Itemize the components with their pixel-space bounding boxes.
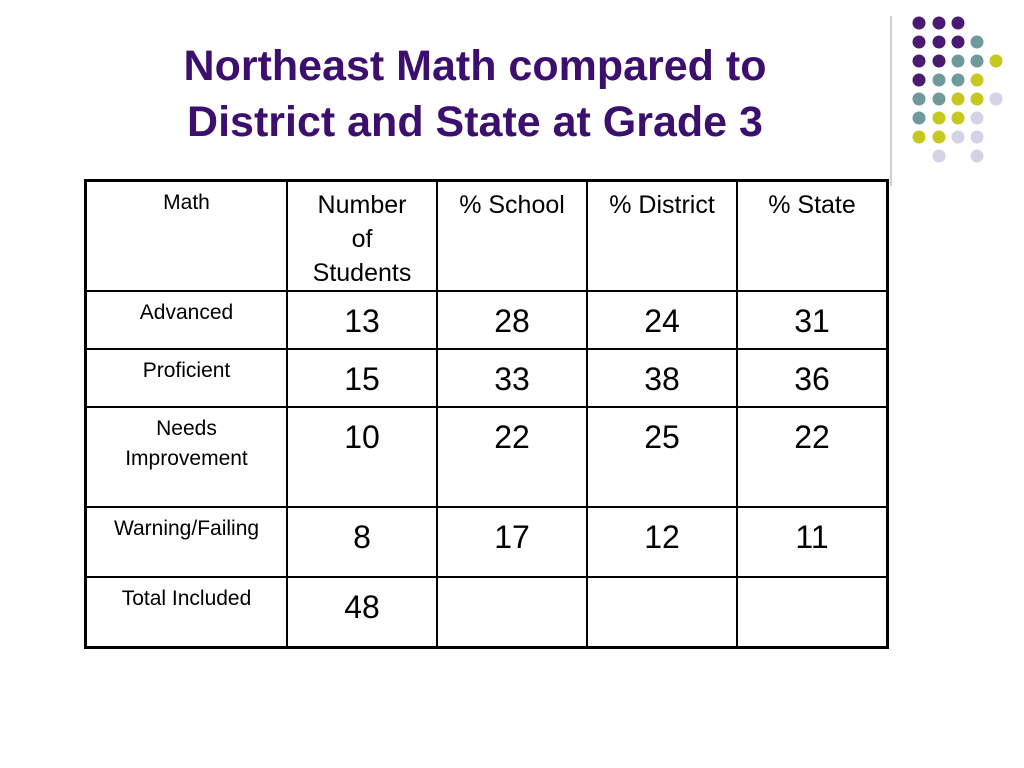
number-of-students-value: 15 xyxy=(287,349,437,407)
slide-title-line-1: Northeast Math compared to xyxy=(183,42,767,90)
percent-district-value: 12 xyxy=(587,507,737,577)
decorative-dot xyxy=(913,17,926,30)
decorative-dot xyxy=(971,74,984,87)
percent-state-value: 11 xyxy=(737,507,888,577)
decorative-dot xyxy=(913,93,926,106)
decorative-dot xyxy=(913,74,926,87)
table-row-needs-improvement xyxy=(86,407,888,507)
slide-title xyxy=(90,38,860,150)
decorative-dot xyxy=(933,36,946,49)
decorative-dot xyxy=(971,150,984,163)
percent-district-value: 38 xyxy=(587,349,737,407)
slide-title-line-2: District and State at Grade 3 xyxy=(187,98,763,146)
percent-state-value: 36 xyxy=(737,349,888,407)
decorative-dot xyxy=(913,36,926,49)
table-row-advanced xyxy=(86,291,888,349)
percent-district-value: 25 xyxy=(587,407,737,507)
header-percent-state: % State xyxy=(737,181,888,292)
row-label: Warning/Failing xyxy=(86,507,288,577)
table-header-row xyxy=(86,181,888,292)
decorative-dot xyxy=(933,131,946,144)
decorative-dot xyxy=(933,55,946,68)
percent-school-value: 33 xyxy=(437,349,587,407)
percent-school-value: 22 xyxy=(437,407,587,507)
decorative-dot xyxy=(933,150,946,163)
decorative-dot xyxy=(952,36,965,49)
decorative-dot xyxy=(933,112,946,125)
percent-school-value: 28 xyxy=(437,291,587,349)
decorative-dot xyxy=(952,131,965,144)
percent-school-value xyxy=(437,577,587,647)
percent-district-value xyxy=(587,577,737,647)
percent-school-value: 17 xyxy=(437,507,587,577)
number-of-students-value: 10 xyxy=(287,407,437,507)
decorative-dot xyxy=(933,93,946,106)
header-percent-school: % School xyxy=(437,181,587,292)
percent-state-value xyxy=(737,577,888,647)
row-label: Total Included xyxy=(86,577,288,647)
math-results-table xyxy=(84,179,889,649)
table-row-warning-failing xyxy=(86,507,888,577)
decorative-dot xyxy=(990,93,1003,106)
number-of-students-value: 13 xyxy=(287,291,437,349)
decorative-dot xyxy=(913,131,926,144)
decorative-dot xyxy=(933,17,946,30)
row-label xyxy=(86,407,288,507)
header-number-of-students xyxy=(287,181,437,292)
decorative-dot xyxy=(971,55,984,68)
decorative-dot xyxy=(971,131,984,144)
decorative-dot xyxy=(952,93,965,106)
decorative-dot xyxy=(971,112,984,125)
title-divider-line xyxy=(890,16,892,186)
percent-district-value: 24 xyxy=(587,291,737,349)
header-math: Math xyxy=(86,181,288,292)
decorative-dot xyxy=(990,55,1003,68)
number-of-students-value: 8 xyxy=(287,507,437,577)
header-percent-district: % District xyxy=(587,181,737,292)
decorative-dot xyxy=(952,17,965,30)
row-label: Advanced xyxy=(86,291,288,349)
percent-state-value: 31 xyxy=(737,291,888,349)
table-row-total-included xyxy=(86,577,888,647)
decorative-dot xyxy=(971,36,984,49)
decorative-dot xyxy=(933,74,946,87)
decorative-dot xyxy=(952,55,965,68)
decorative-dot xyxy=(952,112,965,125)
row-label: Proficient xyxy=(86,349,288,407)
row-label-text: Needs Improvement xyxy=(125,417,248,470)
decorative-dot xyxy=(913,112,926,125)
header-number-of-students-text: Number of Students xyxy=(312,191,412,287)
table-row-proficient xyxy=(86,349,888,407)
decorative-dot xyxy=(952,74,965,87)
number-of-students-value: 48 xyxy=(287,577,437,647)
decorative-dot xyxy=(971,93,984,106)
decorative-dot xyxy=(913,55,926,68)
percent-state-value: 22 xyxy=(737,407,888,507)
